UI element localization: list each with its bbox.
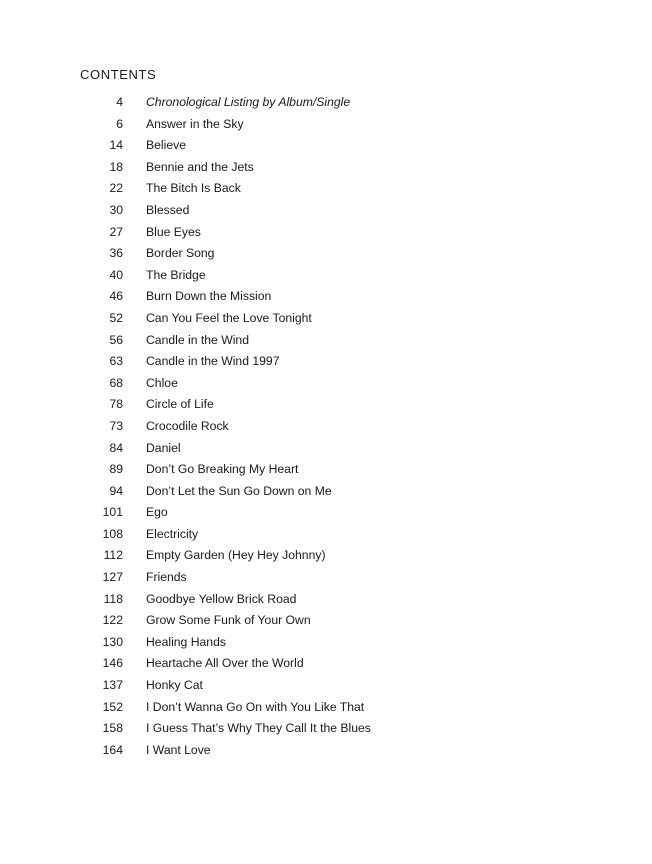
toc-page-number: 63 bbox=[109, 354, 123, 369]
toc-page-number: 112 bbox=[103, 548, 123, 563]
toc-song-title: Answer in the Sky bbox=[146, 116, 244, 131]
toc-song-title: Heartache All Over the World bbox=[146, 656, 304, 671]
toc-song-title: Honky Cat bbox=[146, 678, 203, 693]
toc-page-number: 108 bbox=[102, 526, 123, 541]
toc-entry bbox=[0, 351, 652, 373]
toc-song-title: Candle in the Wind 1997 bbox=[146, 354, 280, 369]
toc-entry bbox=[0, 222, 652, 244]
toc-entry bbox=[0, 718, 652, 740]
toc-song-title: I Want Love bbox=[146, 742, 211, 757]
toc-song-title: Candle in the Wind bbox=[146, 332, 249, 347]
toc-page-number: 137 bbox=[102, 678, 123, 693]
toc-song-title: Daniel bbox=[146, 440, 181, 455]
toc-entry bbox=[0, 610, 652, 632]
toc-page-number: 6 bbox=[116, 116, 123, 131]
table-of-contents bbox=[0, 92, 652, 761]
contents-heading: CONTENTS bbox=[80, 67, 157, 82]
toc-song-title: Don’t Go Breaking My Heart bbox=[146, 462, 299, 477]
toc-entry bbox=[0, 394, 652, 416]
toc-song-title: Chloe bbox=[146, 375, 178, 390]
toc-page-number: 22 bbox=[109, 181, 123, 196]
toc-song-title: Chronological Listing by Album/Single bbox=[146, 95, 351, 109]
toc-song-title: Blessed bbox=[146, 202, 190, 217]
toc-song-title: Ego bbox=[146, 505, 168, 520]
toc-entry bbox=[0, 675, 652, 697]
toc-page-number: 4 bbox=[116, 95, 123, 109]
toc-entry bbox=[0, 373, 652, 395]
toc-entry bbox=[0, 92, 652, 114]
toc-entry bbox=[0, 632, 652, 654]
toc-page-number: 14 bbox=[109, 138, 123, 153]
toc-page-number: 152 bbox=[102, 699, 123, 714]
toc-entry bbox=[0, 178, 652, 200]
toc-entry bbox=[0, 265, 652, 287]
toc-page-number: 146 bbox=[102, 656, 123, 671]
toc-entry bbox=[0, 438, 652, 460]
toc-page-number: 27 bbox=[109, 224, 123, 239]
toc-page-number: 68 bbox=[109, 375, 123, 390]
toc-song-title: Goodbye Yellow Brick Road bbox=[146, 591, 297, 606]
toc-entry bbox=[0, 653, 652, 675]
toc-entry bbox=[0, 545, 652, 567]
toc-song-title: Friends bbox=[146, 570, 187, 585]
toc-entry bbox=[0, 416, 652, 438]
toc-song-title: Border Song bbox=[146, 246, 215, 261]
toc-entry bbox=[0, 502, 652, 524]
toc-page-number: 89 bbox=[109, 462, 123, 477]
toc-song-title: I Guess That’s Why They Call It the Blues bbox=[146, 721, 371, 736]
toc-song-title: Bennie and the Jets bbox=[146, 159, 254, 174]
toc-song-title: Electricity bbox=[146, 526, 199, 541]
toc-page-number: 127 bbox=[102, 570, 123, 585]
toc-song-title: Empty Garden (Hey Hey Johnny) bbox=[146, 548, 326, 563]
toc-song-title: Crocodile Rock bbox=[146, 418, 229, 433]
toc-song-title: Blue Eyes bbox=[146, 224, 201, 239]
toc-page-number: 78 bbox=[109, 397, 123, 412]
toc-entry bbox=[0, 330, 652, 352]
toc-page-number: 46 bbox=[109, 289, 123, 304]
toc-entry bbox=[0, 157, 652, 179]
toc-entry bbox=[0, 114, 652, 136]
toc-entry bbox=[0, 135, 652, 157]
toc-page-number: 84 bbox=[109, 440, 123, 455]
toc-page-number: 130 bbox=[102, 634, 123, 649]
toc-entry bbox=[0, 697, 652, 719]
toc-entry bbox=[0, 200, 652, 222]
toc-page-number: 122 bbox=[102, 613, 123, 628]
toc-entry bbox=[0, 481, 652, 503]
toc-song-title: Can You Feel the Love Tonight bbox=[146, 310, 312, 325]
toc-song-title: Don’t Let the Sun Go Down on Me bbox=[146, 483, 332, 498]
toc-song-title: The Bridge bbox=[146, 267, 206, 282]
toc-entry bbox=[0, 740, 652, 762]
toc-song-title: Healing Hands bbox=[146, 634, 226, 649]
toc-page-number: 18 bbox=[109, 159, 123, 174]
toc-page-number: 56 bbox=[109, 332, 123, 347]
toc-page-number: 73 bbox=[109, 418, 123, 433]
toc-page-number: 30 bbox=[109, 202, 123, 217]
toc-page-number: 36 bbox=[109, 246, 123, 261]
toc-page-number: 101 bbox=[102, 505, 123, 520]
toc-page-number: 94 bbox=[109, 483, 123, 498]
toc-entry bbox=[0, 567, 652, 589]
toc-page-number: 164 bbox=[102, 742, 123, 757]
toc-entry bbox=[0, 243, 652, 265]
toc-song-title: I Don’t Wanna Go On with You Like That bbox=[146, 699, 365, 714]
toc-entry bbox=[0, 286, 652, 308]
toc-entry bbox=[0, 459, 652, 481]
toc-entry bbox=[0, 308, 652, 330]
toc-entry bbox=[0, 524, 652, 546]
toc-page-number: 158 bbox=[102, 721, 123, 736]
toc-song-title: The Bitch Is Back bbox=[146, 181, 241, 196]
toc-page-number: 52 bbox=[109, 310, 123, 325]
toc-song-title: Grow Some Funk of Your Own bbox=[146, 613, 311, 628]
toc-page-number: 40 bbox=[109, 267, 123, 282]
toc-song-title: Believe bbox=[146, 138, 186, 153]
toc-entry bbox=[0, 589, 652, 611]
toc-song-title: Burn Down the Mission bbox=[146, 289, 272, 304]
toc-page-number: 118 bbox=[103, 591, 123, 606]
toc-song-title: Circle of Life bbox=[146, 397, 214, 412]
